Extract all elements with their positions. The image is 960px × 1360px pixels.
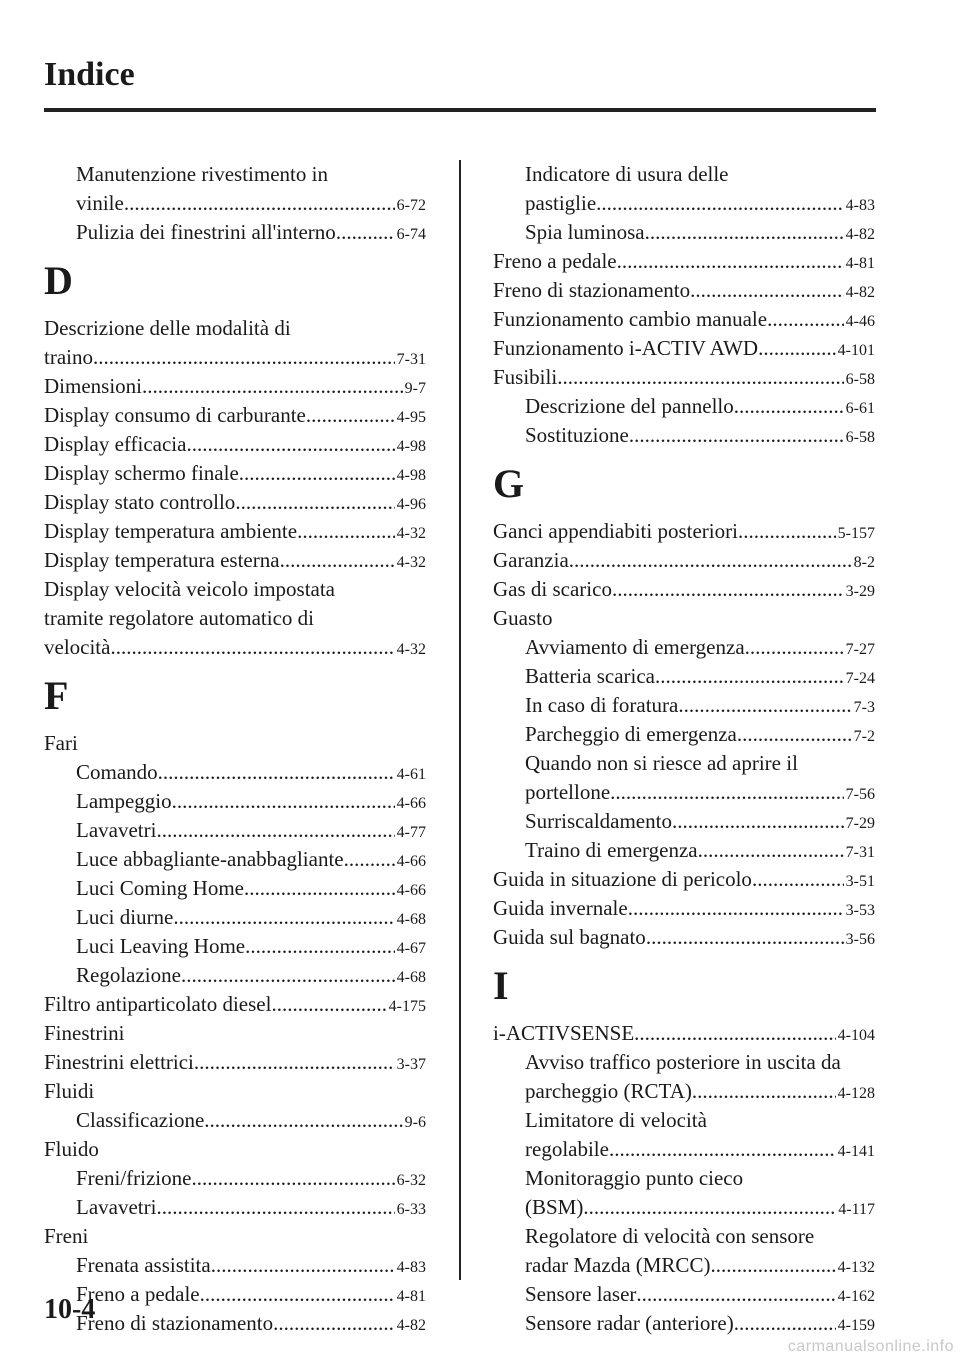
entry-text: vinile	[76, 191, 124, 215]
page-reference[interactable]: 3-29	[845, 583, 875, 600]
index-entry[interactable]	[493, 575, 875, 604]
dot-leader	[645, 218, 844, 247]
page-reference[interactable]: 7-29	[845, 815, 875, 832]
dot-leader	[172, 787, 395, 816]
page-reference[interactable]: 4-82	[396, 1317, 426, 1334]
index-entry[interactable]	[44, 517, 426, 546]
page-reference[interactable]: 4-98	[396, 467, 426, 484]
page-reference[interactable]: 4-66	[396, 882, 426, 899]
page-reference[interactable]: 4-95	[396, 409, 426, 426]
entry-text: Fluido	[44, 1137, 99, 1161]
index-entry[interactable]	[44, 1048, 426, 1077]
index-subentry[interactable]	[493, 1077, 875, 1106]
index-entry[interactable]	[44, 372, 426, 401]
index-subentry[interactable]	[493, 1309, 875, 1338]
page-reference[interactable]: 4-81	[396, 1288, 426, 1305]
entry-text: Finestrini elettrici	[44, 1050, 194, 1074]
entry-text: Surriscaldamento	[525, 809, 672, 833]
index-subentry	[44, 160, 426, 189]
dot-leader	[297, 517, 395, 546]
page-reference[interactable]: 3-51	[845, 873, 875, 890]
dot-leader	[239, 459, 395, 488]
page-reference[interactable]: 3-37	[396, 1056, 426, 1073]
dot-leader	[186, 430, 394, 459]
page-reference[interactable]: 4-61	[396, 766, 426, 783]
page-reference[interactable]: 4-32	[396, 641, 426, 658]
page-reference[interactable]: 4-46	[845, 313, 875, 330]
index-column-left	[44, 160, 426, 1338]
entry-text: Monitoraggio punto cieco	[525, 1166, 744, 1190]
page-reference[interactable]: 4-162	[837, 1288, 875, 1305]
dot-leader	[692, 1077, 836, 1106]
index-subentry[interactable]	[44, 932, 426, 961]
page-reference[interactable]: 4-175	[388, 998, 426, 1015]
entry-text: Regolazione	[76, 963, 181, 987]
index-subentry[interactable]	[44, 1193, 426, 1222]
dot-leader	[610, 778, 844, 807]
index-entry[interactable]	[493, 894, 875, 923]
entry-text: Batteria scarica	[525, 664, 655, 688]
page-reference[interactable]: 7-2	[853, 728, 875, 745]
index-entry	[44, 1077, 426, 1106]
entry-text: Fusibili	[493, 365, 558, 389]
index-entry[interactable]	[493, 363, 875, 392]
index-entry[interactable]	[493, 276, 875, 305]
page-reference[interactable]: 9-7	[404, 380, 426, 397]
dot-leader	[156, 816, 394, 845]
entry-text: Luce abbagliante-anabbagliante	[76, 847, 344, 871]
index-subentry[interactable]	[44, 903, 426, 932]
dot-leader	[235, 488, 394, 517]
dot-leader	[612, 575, 844, 604]
page-reference[interactable]: 4-82	[845, 284, 875, 301]
entry-text: Freno a pedale	[76, 1282, 200, 1306]
header-rule	[44, 108, 876, 112]
dot-leader	[636, 1280, 835, 1309]
index-entry[interactable]	[44, 401, 426, 430]
index-entry	[44, 1135, 426, 1164]
index-entry	[44, 575, 426, 604]
entry-text: Avviso traffico posteriore in uscita da	[525, 1050, 841, 1074]
index-subentry[interactable]	[44, 845, 426, 874]
page-reference[interactable]: 4-83	[845, 197, 875, 214]
index-entry[interactable]	[493, 334, 875, 363]
page-reference[interactable]: 4-68	[396, 969, 426, 986]
entry-text: Sensore radar (anteriore)	[525, 1311, 734, 1335]
dot-leader	[158, 758, 395, 787]
entry-text: Gas di scarico	[493, 577, 612, 601]
index-entry	[44, 729, 426, 758]
page-reference[interactable]: 6-58	[845, 429, 875, 446]
section-letter: I	[493, 963, 509, 1008]
dot-leader	[752, 865, 844, 894]
entry-text: Guida sul bagnato	[493, 925, 646, 949]
dot-leader	[596, 189, 844, 218]
index-entry	[44, 314, 426, 343]
index-subentry	[493, 160, 875, 189]
entry-text: Classificazione	[76, 1108, 205, 1132]
page-reference[interactable]: 4-82	[845, 226, 875, 243]
page-reference[interactable]: 4-32	[396, 525, 426, 542]
entry-text: Funzionamento cambio manuale	[493, 307, 768, 331]
entry-text: Freno a pedale	[493, 249, 617, 273]
index-subentry	[493, 1048, 875, 1077]
index-entry[interactable]	[44, 633, 426, 662]
dot-leader	[646, 923, 844, 952]
index-entry[interactable]	[493, 1019, 875, 1048]
entry-text: Display schermo finale	[44, 461, 239, 485]
page-reference[interactable]: 6-72	[396, 197, 426, 214]
page-reference[interactable]: 3-53	[845, 902, 875, 919]
dot-leader	[737, 720, 852, 749]
dot-leader	[710, 1251, 835, 1280]
entry-text: (BSM)	[525, 1195, 584, 1219]
entry-text: Finestrini	[44, 1021, 125, 1045]
dot-leader	[690, 276, 844, 305]
dot-leader	[634, 1019, 836, 1048]
entry-text: Parcheggio di emergenza	[525, 722, 737, 746]
entry-text: Descrizione delle modalità di	[44, 316, 291, 340]
entry-text: Freni/frizione	[76, 1166, 192, 1190]
index-subentry[interactable]	[44, 874, 426, 903]
page-reference[interactable]: 5-157	[837, 525, 875, 542]
index-subentry[interactable]	[493, 392, 875, 421]
entry-text: Pulizia dei finestrini all'interno	[76, 220, 336, 244]
page-reference[interactable]: 4-66	[396, 853, 426, 870]
page-title: Indice	[44, 56, 135, 93]
page-reference[interactable]: 6-61	[845, 400, 875, 417]
index-entry[interactable]	[44, 430, 426, 459]
page-number: 10-4	[44, 1294, 96, 1325]
page-reference[interactable]: 4-66	[396, 795, 426, 812]
entry-text: Fari	[44, 731, 78, 755]
entry-text: Freni	[44, 1224, 89, 1248]
index-entry[interactable]	[44, 990, 426, 1019]
dot-leader	[569, 546, 852, 575]
index-subentry[interactable]	[44, 758, 426, 787]
entry-text: Freno di stazionamento	[76, 1311, 274, 1335]
page-reference[interactable]: 4-67	[396, 940, 426, 957]
index-subentry[interactable]	[44, 1251, 426, 1280]
entry-text: tramite regolatore automatico di	[44, 606, 314, 630]
entry-text: Avviamento di emergenza	[525, 635, 745, 659]
page-reference[interactable]: 6-32	[396, 1172, 426, 1189]
entry-text: Lavavetri	[76, 818, 157, 842]
dot-leader	[273, 1309, 395, 1338]
section-letter: D	[44, 258, 73, 303]
index-entry	[44, 1019, 426, 1048]
dot-leader	[758, 334, 836, 363]
page-reference[interactable]: 4-68	[396, 911, 426, 928]
index-subentry[interactable]	[44, 1164, 426, 1193]
dot-leader	[734, 1309, 836, 1338]
index-subentry[interactable]	[44, 1309, 426, 1338]
page-reference[interactable]: 4-83	[396, 1259, 426, 1276]
dot-leader	[204, 1106, 402, 1135]
index-subentry[interactable]	[493, 189, 875, 218]
index-subentry[interactable]	[44, 816, 426, 845]
entry-text: Dimensioni	[44, 374, 142, 398]
index-subentry	[493, 1106, 875, 1135]
index-subentry[interactable]	[493, 633, 875, 662]
dot-leader	[181, 961, 395, 990]
index-subentry[interactable]	[493, 1193, 875, 1222]
page-reference[interactable]: 6-58	[845, 371, 875, 388]
entry-text: Display velocità veicolo impostata	[44, 577, 336, 601]
entry-text: Lampeggio	[76, 789, 172, 813]
dot-leader	[191, 1164, 394, 1193]
dot-leader	[698, 836, 844, 865]
page-reference[interactable]: 7-31	[845, 844, 875, 861]
entry-text: Display consumo di carburante	[44, 403, 306, 427]
entry-text: Spia luminosa	[525, 220, 645, 244]
entry-text: In caso di foratura	[525, 693, 679, 717]
index-entry[interactable]	[493, 247, 875, 276]
index-subentry[interactable]	[44, 1106, 426, 1135]
entry-text: regolabile	[525, 1137, 609, 1161]
index-entry[interactable]	[44, 343, 426, 372]
dot-leader	[156, 1193, 394, 1222]
dot-leader	[200, 1280, 395, 1309]
dot-leader	[93, 343, 395, 372]
dot-leader	[617, 247, 844, 276]
dot-leader	[173, 903, 394, 932]
dot-leader	[678, 691, 851, 720]
entry-text: Luci diurne	[76, 905, 174, 929]
entry-text: Display temperatura esterna	[44, 548, 280, 572]
index-entry[interactable]	[493, 546, 875, 575]
index-subentry[interactable]	[44, 189, 426, 218]
watermark: carmanualsonline.info	[787, 1338, 954, 1355]
page-reference[interactable]: 4-132	[837, 1259, 875, 1276]
index-subentry[interactable]	[493, 662, 875, 691]
entry-text: Fluidi	[44, 1079, 95, 1103]
index-subentry[interactable]	[493, 1251, 875, 1280]
entry-text: Guida in situazione di pericolo	[493, 867, 752, 891]
page-reference[interactable]: 4-81	[845, 255, 875, 272]
dot-leader	[609, 1135, 836, 1164]
dot-leader	[583, 1193, 836, 1222]
index-entry[interactable]	[44, 488, 426, 517]
page-reference[interactable]: 6-74	[396, 226, 426, 243]
dot-leader	[767, 305, 844, 334]
index-subentry[interactable]	[493, 1135, 875, 1164]
index-entry	[44, 604, 426, 633]
page-reference[interactable]: 7-31	[396, 351, 426, 368]
dot-leader	[629, 421, 844, 450]
dot-leader	[142, 372, 403, 401]
index-subentry[interactable]	[493, 421, 875, 450]
index-entry[interactable]	[44, 546, 426, 575]
dot-leader	[672, 807, 844, 836]
entry-text: traino	[44, 345, 93, 369]
section-letter: G	[493, 461, 525, 506]
index-subentry[interactable]	[493, 691, 875, 720]
entry-text: Manutenzione rivestimento in	[76, 162, 328, 186]
entry-text: Sostituzione	[525, 423, 629, 447]
entry-text: Garanzia	[493, 548, 569, 572]
index-entry[interactable]	[493, 865, 875, 894]
entry-text: Sensore laser	[525, 1282, 637, 1306]
dot-leader	[557, 363, 843, 392]
index-entry[interactable]	[44, 459, 426, 488]
section-letter: F	[44, 673, 69, 718]
page-reference[interactable]: 6-33	[396, 1201, 426, 1218]
dot-leader	[280, 546, 395, 575]
index-subentry[interactable]	[493, 836, 875, 865]
page-reference[interactable]: 4-117	[838, 1201, 875, 1218]
dot-leader	[738, 517, 836, 546]
entry-text: Ganci appendiabiti posteriori	[493, 519, 738, 543]
index-subentry[interactable]	[44, 218, 426, 247]
page-reference[interactable]: 9-6	[404, 1114, 426, 1131]
entry-text: Lavavetri	[76, 1195, 157, 1219]
entry-text: Comando	[76, 760, 158, 784]
index-subentry[interactable]	[44, 961, 426, 990]
entry-text: parcheggio (RCTA)	[525, 1079, 692, 1103]
entry-text: Traino di emergenza	[525, 838, 698, 862]
dot-leader	[336, 218, 395, 247]
dot-leader	[745, 633, 844, 662]
dot-leader	[734, 392, 844, 421]
dot-leader	[628, 894, 844, 923]
entry-text: velocità	[44, 635, 111, 659]
dot-leader	[655, 662, 844, 691]
entry-text: Limitatore di velocità	[525, 1108, 707, 1132]
entry-text: Guida invernale	[493, 896, 628, 920]
page-reference[interactable]: 7-56	[845, 786, 875, 803]
page-reference[interactable]: 4-128	[837, 1085, 875, 1102]
entry-text: pastiglie	[525, 191, 597, 215]
index-entry	[44, 1222, 426, 1251]
page-reference[interactable]: 4-77	[396, 824, 426, 841]
entry-text: Filtro antiparticolato diesel	[44, 992, 272, 1016]
dot-leader	[110, 633, 394, 662]
page-reference[interactable]: 4-104	[837, 1027, 875, 1044]
entry-text: i-ACTIVSENSE	[493, 1021, 635, 1045]
page-reference[interactable]: 7-3	[853, 699, 875, 716]
index-subentry[interactable]	[44, 1280, 426, 1309]
entry-text: Guasto	[493, 606, 553, 630]
index-subentry[interactable]	[493, 807, 875, 836]
page-reference[interactable]: 4-141	[837, 1143, 875, 1160]
dot-leader	[124, 189, 395, 218]
page-reference[interactable]: 7-24	[845, 670, 875, 687]
entry-text: Frenata assistita	[76, 1253, 211, 1277]
entry-text: Funzionamento i-ACTIV AWD	[493, 336, 759, 360]
entry-text: Display stato controllo	[44, 490, 236, 514]
index-subentry[interactable]	[493, 778, 875, 807]
entry-text: Luci Leaving Home	[76, 934, 246, 958]
dot-leader	[244, 874, 395, 903]
index-subentry[interactable]	[44, 787, 426, 816]
entry-text: Regolatore di velocità con sensore	[525, 1224, 815, 1248]
entry-text: Display temperatura ambiente	[44, 519, 298, 543]
dot-leader	[194, 1048, 395, 1077]
index-entry[interactable]	[493, 517, 875, 546]
index-subentry[interactable]	[493, 218, 875, 247]
index-entry[interactable]	[493, 923, 875, 952]
index-entry[interactable]	[493, 305, 875, 334]
index-subentry	[493, 1164, 875, 1193]
entry-text: Indicatore di usura delle	[525, 162, 729, 186]
column-divider	[459, 160, 461, 1280]
page-reference[interactable]: 4-32	[396, 554, 426, 571]
entry-text: Freno di stazionamento	[493, 278, 691, 302]
entry-text: Display efficacia	[44, 432, 187, 456]
index-subentry	[493, 749, 875, 778]
dot-leader	[271, 990, 386, 1019]
entry-text: radar Mazda (MRCC)	[525, 1253, 711, 1277]
page-reference[interactable]: 4-98	[396, 438, 426, 455]
dot-leader	[344, 845, 395, 874]
entry-text: Quando non si riesce ad aprire il	[525, 751, 798, 775]
index-entry	[493, 604, 875, 633]
entry-text: Descrizione del pannello	[525, 394, 734, 418]
entry-text: portellone	[525, 780, 611, 804]
index-column-right	[493, 160, 875, 1338]
page-reference[interactable]: 3-56	[845, 931, 875, 948]
page-reference[interactable]: 8-2	[853, 554, 875, 571]
page-reference[interactable]: 4-101	[837, 342, 875, 359]
index-subentry[interactable]	[493, 720, 875, 749]
page-reference[interactable]: 7-27	[845, 641, 875, 658]
page-reference[interactable]: 4-96	[396, 496, 426, 513]
dot-leader	[306, 401, 395, 430]
index-subentry[interactable]	[493, 1280, 875, 1309]
index-subentry	[493, 1222, 875, 1251]
entry-text: Luci Coming Home	[76, 876, 244, 900]
dot-leader	[211, 1251, 395, 1280]
dot-leader	[245, 932, 395, 961]
page-reference[interactable]: 4-159	[837, 1317, 875, 1334]
